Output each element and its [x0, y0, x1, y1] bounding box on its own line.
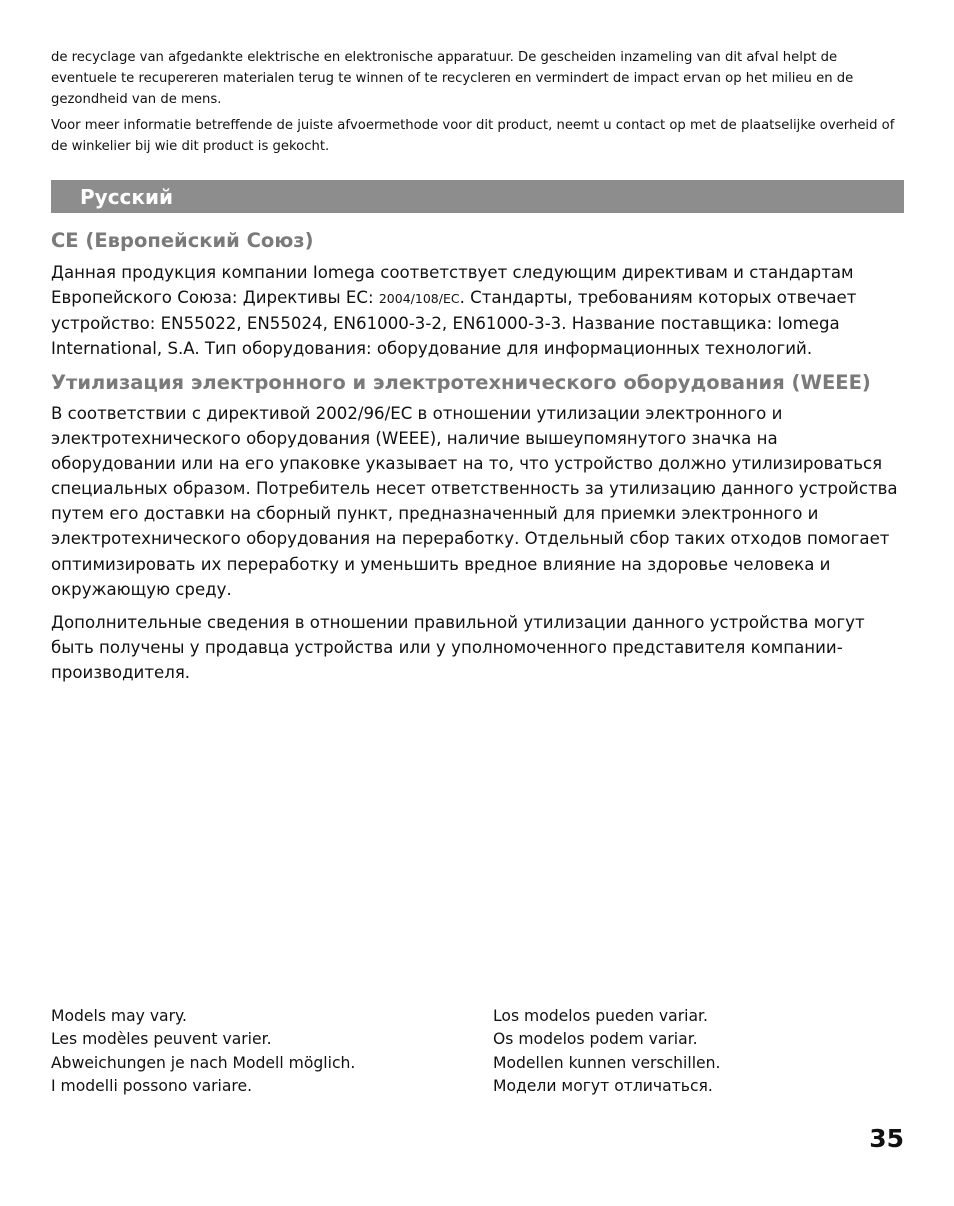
- weee-paragraph-2: Дополнительные сведения в отношении правильной утилизации данного устройства могут быть получены у продавца устройства или у уполномоченного представителя компании-производителя.: [51, 613, 865, 683]
- models-notice-right: [493, 1005, 904, 1098]
- page-number: 35: [869, 1124, 904, 1153]
- models-line: Os modelos podem variar.: [493, 1030, 698, 1049]
- models-line: I modelli possono variare.: [51, 1076, 253, 1095]
- models-line: Modellen kunnen verschillen.: [493, 1053, 721, 1072]
- models-line: Abweichungen je nach Modell möglich.: [51, 1053, 356, 1072]
- models-line: Les modèles peuvent varier.: [51, 1030, 272, 1049]
- weee-heading: Утилизация электронного и электротехнического оборудования (WEEE): [51, 371, 871, 394]
- ce-text-before: Данная продукция компании Iomega соответствует следующим директивам и стандартам Европейского Союза: Директивы EC:: [51, 263, 854, 308]
- models-line: Los modelos pueden variar.: [493, 1007, 708, 1025]
- language-bar-label: Русский: [80, 185, 174, 209]
- dutch-paragraph-1: de recyclage van afgedankte elektrische en elektronische apparatuur. De gescheiden inzameling van dit afval helpt de eventuele te recupereren materialen terug te winnen of te recycleren en vermindert de impact ervan op het milieu en de gezondheid van de mens.: [51, 50, 854, 107]
- ce-heading: CE (Европейский Союз): [51, 229, 314, 252]
- models-line: Модели могут отличаться.: [493, 1076, 713, 1095]
- models-notice-left: [51, 1005, 481, 1098]
- models-line: Models may vary.: [51, 1007, 187, 1025]
- weee-paragraph-1: В соответствии с директивой 2002/96/EC в отношении утилизации электронного и электротехнического оборудования (WEEE), наличие вышеупомянутого значка на оборудовании или на его упаковке указывает на то, что устройство должно утилизироваться специальных образом. Потребитель несет ответственность за утилизацию данного устройства путем его доставки на сборный пункт, предназначенный для приемки электронного и электротехнического оборудования на переработку. Отдельный сбор таких отходов помогает оптимизировать их переработку и уменьшить вредное влияние на здоровье человека и окружающую среду.: [51, 404, 898, 599]
- ce-text-after: . Стандарты, требованиям которых отвечает устройство: EN55022, EN55024, EN61000-3-2, EN61000-3-3. Название поставщика: Iomega International, S.A. Тип оборудования: оборудование для информационных технологий.: [51, 288, 857, 359]
- ce-paragraph: [51, 260, 904, 361]
- dutch-paragraph-2: Voor meer informatie betreffende de juiste afvoermethode voor dit product, neemt u contact op met de plaatselijke overheid of de winkelier bij wie dit product is gekocht.: [51, 118, 895, 154]
- language-bar: [51, 180, 904, 213]
- ce-directive: 2004/108/EC: [378, 291, 460, 307]
